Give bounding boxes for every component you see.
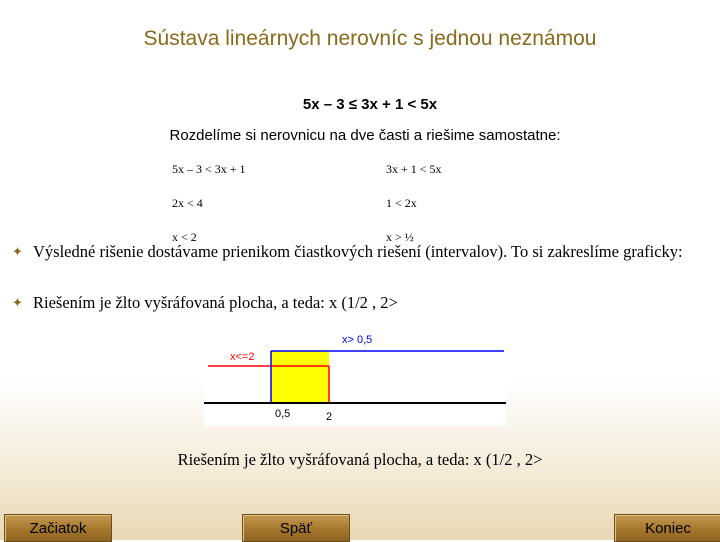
tick-label-05: 0,5 — [275, 408, 291, 420]
interval-graph — [204, 318, 506, 426]
label-x-gt-05: x> 0,5 — [342, 334, 373, 346]
main-inequality: 5x – 3 ≤ 3x + 1 < 5x — [302, 96, 438, 113]
label-x-le-2: x<=2 — [230, 351, 255, 363]
split-instruction: Rozdelíme si nerovnicu na dve časti a riešime samostatne: — [169, 127, 561, 144]
solution-sentence: Riešením je žlto vyšráfovaná plocha, a teda: x (1/2 , 2> — [177, 450, 543, 469]
end-button[interactable]: Koniec — [614, 514, 720, 542]
bullet-text-1: Výsledné rišenie dostávame prienikom čiastkových riešení (intervalov). To si zakreslíme graficky: — [33, 242, 683, 261]
bullet-icon: ✦ — [12, 244, 23, 259]
left-step-2: 2x < 4 — [172, 196, 203, 210]
slide-title: Sústava lineárnych nerovníc s jednou neznámou — [143, 27, 597, 50]
bullet-text-2: Riešením je žlto vyšráfovaná plocha, a teda: x (1/2 , 2> — [33, 293, 398, 312]
bullet-icon: ✦ — [12, 295, 23, 310]
right-step-3: x > ½ — [386, 230, 414, 244]
right-step-1: 3x + 1 < 5x — [386, 162, 442, 176]
tick-label-2: 2 — [326, 411, 333, 423]
left-step-1: 5x – 3 < 3x + 1 — [172, 162, 246, 176]
right-step-2: 1 < 2x — [386, 196, 417, 210]
left-step-3: x < 2 — [172, 230, 197, 244]
start-button[interactable]: Začiatok — [4, 514, 112, 542]
back-button[interactable]: Späť — [242, 514, 350, 542]
solution-area — [271, 351, 329, 403]
